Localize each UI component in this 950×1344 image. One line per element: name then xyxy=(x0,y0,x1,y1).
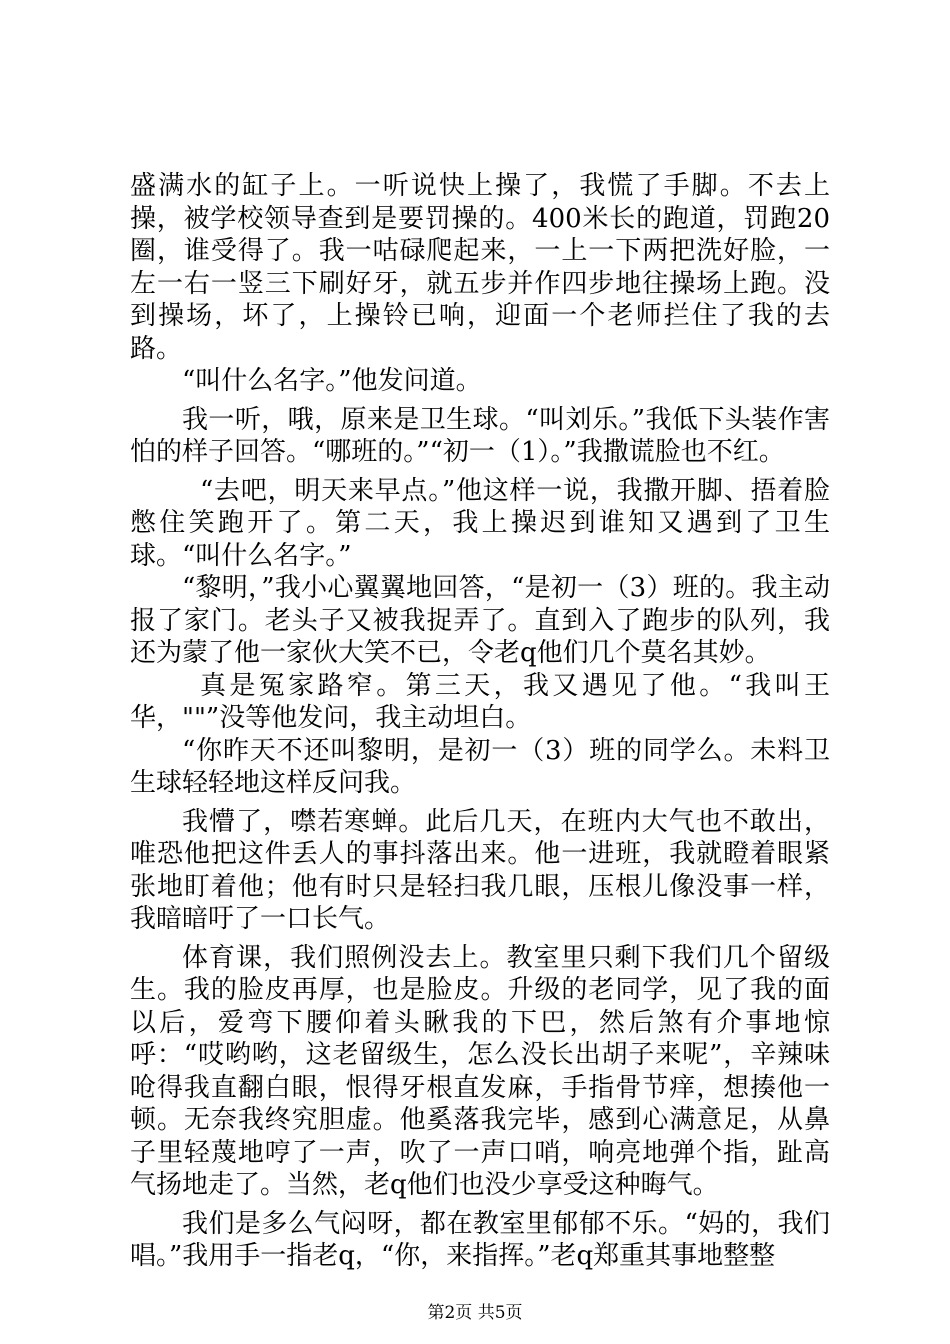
paragraph-1: 盛满水的缸子上。一听说快上操了，我慌了手脚。不去上操，被学校领导查到是要罚操的。400米长的跑道，罚跑20圈，谁受得了。我一咕碌爬起来，一上一下两把洗好脸，一左一右一竖三下刷好牙，就五步并作四步地往操场上跑。没到操场，坏了，上操铃已响，迎面一个老师拦住了我的去路。 xyxy=(130,171,830,364)
paragraph-8: 我懵了，噤若寒蝉。此后几天，在班内大气也不敢出，唯恐他把这件丢人的事抖落出来。他一进班，我就瞪着眼紧张地盯着他；他有时只是轻扫我几眼，压根儿像没事一样，我暗暗吁了一口长气。 xyxy=(130,806,830,934)
page-number-footer: 第2页 共5页 xyxy=(427,1303,523,1323)
paragraph-10: 我们是多么气闷呀，都在教室里郁郁不乐。“妈的，我们唱。”我用手一指老q，“你，来指挥。”老q郑重其事地整整 xyxy=(130,1208,830,1271)
paragraph-5: “黎明，”我小心翼翼地回答，“是初一（3）班的。我主动报了家门。老头子又被我捉弄了。直到入了跑步的队列，我还为蒙了他一家伙大笑不已，令老q他们几个莫名其妙。 xyxy=(130,573,830,668)
paragraph-7: “你昨天不还叫黎明，是初一（3）班的同学么。未料卫生球轻轻地这样反问我。 xyxy=(130,735,830,798)
paragraph-6: 真是冤家路窄。第三天，我又遇见了他。“我叫王华，""”没等他发问，我主动坦白。 xyxy=(130,670,830,733)
paragraph-9: 体育课，我们照例没去上。教室里只剩下我们几个留级生。我的脸皮再厚，也是脸皮。升级的老同学，见了我的面以后，爱弯下腰仰着头瞅我的下巴，然后煞有介事地惊呼：“哎哟哟，这老留级生，怎么没长出胡子来呢”，辛辣味呛得我直翻白眼，恨得牙根直发麻，手指骨节痒，想揍他一顿。无奈我终究胆虚。他奚落我完毕，感到心满意足，从鼻子里轻蔑地哼了一声，吹了一声口哨，响亮地弹个指，趾高气扬地走了。当然，老q他们也没少享受这种晦气。 xyxy=(130,942,830,1200)
paragraph-4: “去吧，明天来早点。”他这样一说，我撒开脚、捂着脸憋住笑跑开了。第二天，我上操迟到谁知又遇到了卫生球。“叫什么名字。” xyxy=(130,475,830,571)
paragraph-3: 我一听，哦，原来是卫生球。“叫刘乐。”我低下头装作害怕的样子回答。“哪班的。”“初一（1）。”我撒谎脸也不红。 xyxy=(130,404,830,467)
document-body xyxy=(130,170,830,1273)
paragraph-2: “叫什么名字。”他发问道。 xyxy=(182,366,482,396)
